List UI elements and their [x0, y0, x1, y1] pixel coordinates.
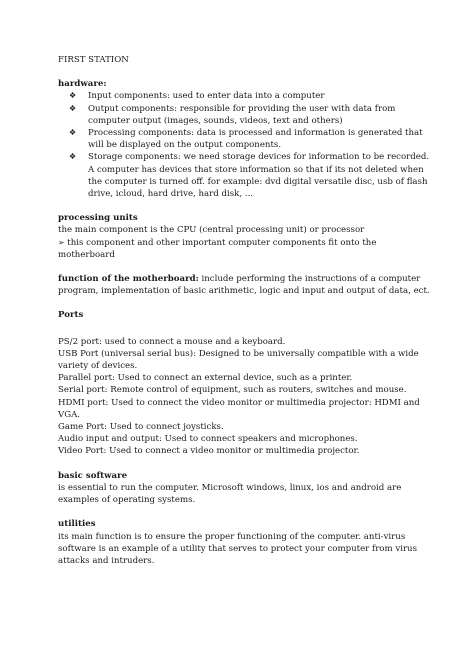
utilities-text: its main function is to ensure the proper functioning of the computer. anti-virus software is an example of a utility that serves to protect your computer from virus attacks and intruders. [58, 531, 418, 566]
diamond-bullet-icon: ❖ [69, 128, 77, 138]
basic-software-text: is essential to run the computer. Microsoft windows, linux, ios and android are examples of operating systems. [58, 482, 402, 506]
ports-section [58, 336, 430, 458]
port-item: Video Port: Used to connect a video monitor or multimedia projector. [58, 446, 360, 457]
list-item [58, 151, 430, 200]
port-item: Parallel port: Used to connect an external device, such as a printer. [58, 373, 353, 384]
utilities-section [58, 518, 430, 567]
basic-software-heading: basic software [58, 470, 128, 481]
basic-software-section [58, 470, 430, 507]
list-item [58, 90, 430, 102]
motherboard-heading: function of the motherboard: [58, 274, 199, 285]
processing-heading: processing units [58, 213, 138, 224]
list-item-text: Storage components: we need storage devices for information to be recorded. A computer has devices that store information so that if its not deleted when the computer is turned off. for example: dvd digital versatile disc, usb of flash drive, icloud, hard drive, hard disk, ... [88, 152, 430, 200]
port-item: HDMI port: Used to connect the video monitor or multimedia projector: HDMI and VGA. [58, 397, 420, 420]
utilities-heading: utilities [58, 519, 96, 530]
list-item-text: Input components: used to enter data into a computer [88, 91, 325, 102]
document-page [58, 54, 430, 579]
hardware-section [58, 78, 430, 200]
document-title: FIRST STATION [58, 55, 129, 65]
processing-line-1: the main component is the CPU (central processing unit) or processor [58, 225, 365, 236]
diamond-bullet-icon: ❖ [69, 152, 77, 162]
port-item: Audio input and output: Used to connect speakers and microphones. [58, 434, 358, 445]
hardware-list [58, 90, 430, 200]
list-item-text: Output components: responsible for providing the user with data from computer output (images, sounds, videos, text and others) [88, 103, 396, 126]
diamond-bullet-icon: ❖ [69, 91, 77, 101]
list-item-text: Processing components: data is processed and information is generated that will be displayed on the output components. [88, 128, 423, 151]
list-item [58, 103, 430, 127]
list-item [58, 127, 430, 151]
hardware-heading: hardware: [58, 79, 107, 90]
arrow-icon: ➢ [58, 237, 68, 247]
ports-heading: Ports [58, 310, 84, 321]
ports-spacer [58, 322, 430, 336]
diamond-bullet-icon: ❖ [69, 103, 77, 113]
processing-section [58, 212, 430, 261]
processing-line-2-text: this component and other important computer components fit onto the motherboard [58, 237, 377, 260]
port-item: Serial port: Remote control of equipment, such as routers, switches and mouse. [58, 385, 407, 396]
processing-line-2 [58, 237, 430, 261]
port-item: Game Port: Used to connect joysticks. [58, 422, 224, 433]
motherboard-text: include performing the instructions of a computer program, implementation of basic arithmetic, logic and input and output of data, ect. [58, 274, 430, 297]
motherboard-section [58, 273, 430, 297]
port-item: PS/2 port: used to connect a mouse and a keyboard. [58, 336, 286, 347]
port-item: USB Port (universal serial bus): Designed to be universally compatible with a wide variety of devices. [58, 348, 419, 372]
